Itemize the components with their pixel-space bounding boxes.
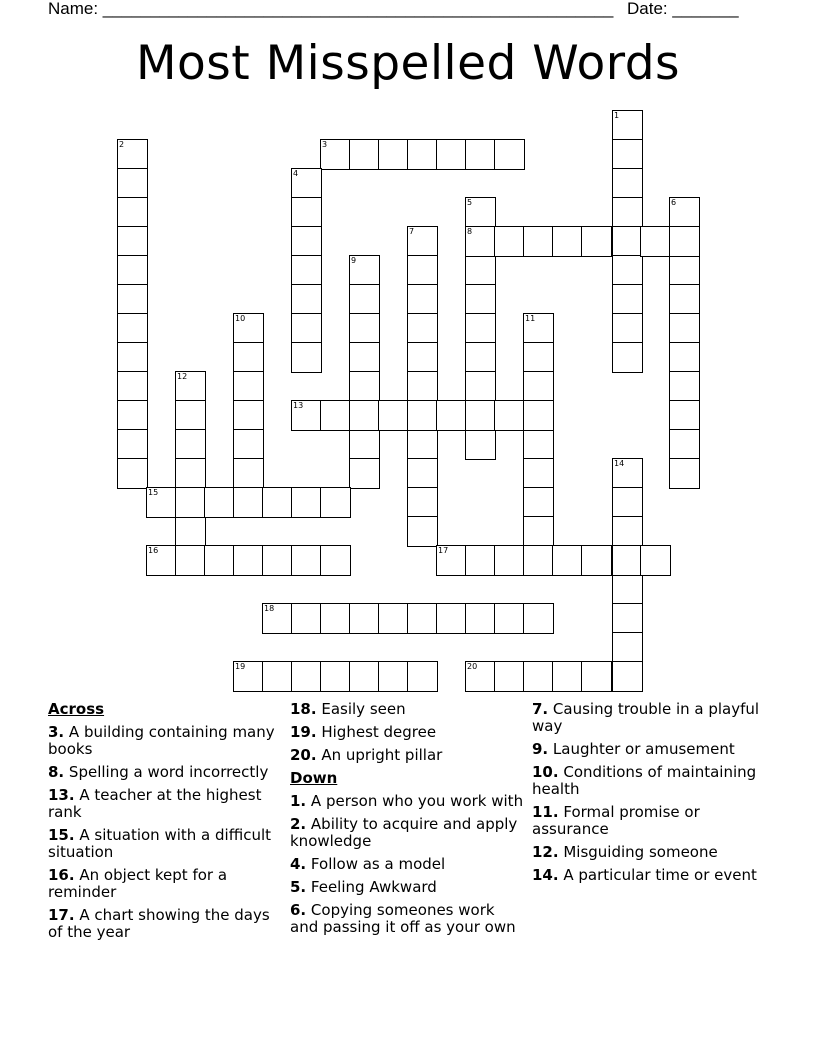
- grid-cell-4[interactable]: [291, 168, 322, 199]
- clue-number: 17.: [48, 906, 75, 924]
- grid-cell[interactable]: [669, 429, 700, 460]
- cell-number: 18: [264, 604, 275, 613]
- clue-number: 16.: [48, 866, 75, 884]
- grid-cell[interactable]: [407, 371, 438, 402]
- cell-number: 12: [177, 372, 188, 381]
- grid-cell-13[interactable]: [291, 400, 322, 431]
- clue-down-9: [532, 741, 772, 758]
- grid-cell[interactable]: [523, 371, 554, 402]
- clue-number: 3.: [48, 723, 65, 741]
- clue-down-1: [290, 793, 526, 810]
- grid-cell[interactable]: [320, 487, 351, 518]
- grid-cell[interactable]: [523, 545, 554, 576]
- clue-text: A particular time or event: [563, 866, 757, 884]
- grid-cell[interactable]: [233, 342, 264, 373]
- grid-cell[interactable]: [175, 545, 206, 576]
- grid-cell[interactable]: [407, 487, 438, 518]
- grid-cell[interactable]: [465, 603, 496, 634]
- grid-cell[interactable]: [320, 400, 351, 431]
- grid-cell-17[interactable]: [436, 545, 467, 576]
- clue-number: 10.: [532, 763, 559, 781]
- cell-number: 4: [293, 169, 299, 178]
- grid-cell[interactable]: [523, 400, 554, 431]
- grid-cell[interactable]: [262, 545, 293, 576]
- grid-cell[interactable]: [581, 226, 612, 257]
- grid-cell[interactable]: [669, 371, 700, 402]
- grid-cell[interactable]: [378, 603, 409, 634]
- grid-cell[interactable]: [291, 487, 322, 518]
- grid-cell[interactable]: [233, 400, 264, 431]
- clue-text: An object kept for a reminder: [48, 866, 228, 901]
- grid-cell[interactable]: [349, 342, 380, 373]
- grid-cell[interactable]: [612, 313, 643, 344]
- grid-cell-14[interactable]: [612, 458, 643, 489]
- grid-cell[interactable]: [465, 400, 496, 431]
- grid-cell[interactable]: [175, 458, 206, 489]
- clue-text: A situation with a difficult situation: [48, 826, 271, 861]
- grid-cell-16[interactable]: [146, 545, 177, 576]
- cell-number: 7: [409, 227, 415, 236]
- clue-number: 13.: [48, 786, 75, 804]
- cell-number: 16: [148, 546, 159, 555]
- grid-cell-7[interactable]: [407, 226, 438, 257]
- clue-across-16: [48, 867, 280, 901]
- grid-cell-12[interactable]: [175, 371, 206, 402]
- cell-number: 8: [467, 227, 473, 236]
- grid-cell[interactable]: [581, 661, 612, 692]
- grid-cell[interactable]: [204, 487, 235, 518]
- grid-cell[interactable]: [612, 168, 643, 199]
- clue-across-18: [290, 701, 526, 718]
- grid-cell[interactable]: [407, 400, 438, 431]
- across-heading: Across: [48, 700, 105, 718]
- grid-cell[interactable]: [117, 313, 148, 344]
- grid-cell[interactable]: [291, 284, 322, 315]
- grid-cell[interactable]: [494, 226, 525, 257]
- clue-down-12: [532, 844, 772, 861]
- clue-number: 18.: [290, 700, 317, 718]
- clue-number: 8.: [48, 763, 65, 781]
- grid-cell[interactable]: [612, 226, 643, 257]
- clue-number: 11.: [532, 803, 559, 821]
- cell-number: 13: [293, 401, 304, 410]
- clue-text: Copying someones work and passing it off as your own: [290, 901, 516, 936]
- clue-number: 19.: [290, 723, 317, 741]
- grid-cell[interactable]: [262, 661, 293, 692]
- grid-cell[interactable]: [407, 516, 438, 547]
- name-field-label: Name: ______________________________________________________: [48, 0, 614, 18]
- grid-cell[interactable]: [581, 545, 612, 576]
- grid-cell[interactable]: [349, 284, 380, 315]
- cell-number: 5: [467, 198, 473, 207]
- cell-number: 3: [322, 140, 328, 149]
- grid-cell[interactable]: [612, 603, 643, 634]
- grid-cell-6[interactable]: [669, 197, 700, 228]
- grid-cell[interactable]: [291, 603, 322, 634]
- grid-cell[interactable]: [117, 342, 148, 373]
- grid-cell[interactable]: [494, 400, 525, 431]
- grid-cell[interactable]: [465, 342, 496, 373]
- grid-cell[interactable]: [436, 139, 467, 170]
- clue-text: Conditions of maintaining health: [532, 763, 757, 798]
- clue-text: Feeling Awkward: [310, 878, 437, 896]
- grid-cell[interactable]: [378, 139, 409, 170]
- grid-cell[interactable]: [436, 603, 467, 634]
- grid-cell[interactable]: [349, 603, 380, 634]
- grid-cell[interactable]: [349, 371, 380, 402]
- grid-cell-10[interactable]: [233, 313, 264, 344]
- grid-cell-11[interactable]: [523, 313, 554, 344]
- grid-cell[interactable]: [117, 255, 148, 286]
- grid-cell[interactable]: [117, 197, 148, 228]
- grid-cell[interactable]: [349, 458, 380, 489]
- grid-cell[interactable]: [407, 342, 438, 373]
- grid-cell[interactable]: [494, 545, 525, 576]
- grid-cell-8[interactable]: [465, 226, 496, 257]
- grid-cell[interactable]: [465, 429, 496, 460]
- clue-number: 9.: [532, 740, 549, 758]
- clue-text: A building containing many books: [48, 723, 275, 758]
- grid-cell[interactable]: [349, 661, 380, 692]
- grid-cell[interactable]: [233, 429, 264, 460]
- grid-cell[interactable]: [612, 284, 643, 315]
- clue-number: 5.: [290, 878, 307, 896]
- clue-text: Spelling a word incorrectly: [68, 763, 269, 781]
- grid-cell[interactable]: [320, 545, 351, 576]
- clue-across-8: [48, 764, 280, 781]
- grid-cell[interactable]: [349, 429, 380, 460]
- grid-cell[interactable]: [233, 487, 264, 518]
- cell-number: 9: [351, 256, 357, 265]
- grid-cell[interactable]: [407, 284, 438, 315]
- cell-number: 2: [119, 140, 125, 149]
- grid-cell[interactable]: [291, 661, 322, 692]
- cell-number: 15: [148, 488, 159, 497]
- grid-cell[interactable]: [117, 371, 148, 402]
- date-field-label: Date: _______: [627, 0, 739, 18]
- grid-cell[interactable]: [523, 661, 554, 692]
- grid-cell[interactable]: [407, 603, 438, 634]
- grid-cell[interactable]: [233, 371, 264, 402]
- clue-text: Follow as a model: [310, 855, 446, 873]
- grid-cell[interactable]: [669, 313, 700, 344]
- clue-down-2: [290, 816, 526, 850]
- clue-down-11: [532, 804, 772, 838]
- grid-cell[interactable]: [233, 458, 264, 489]
- cell-number: 10: [235, 314, 246, 323]
- grid-cell[interactable]: [117, 429, 148, 460]
- grid-cell[interactable]: [117, 284, 148, 315]
- grid-cell[interactable]: [291, 197, 322, 228]
- grid-cell[interactable]: [407, 255, 438, 286]
- clue-column-3: [532, 701, 772, 890]
- grid-cell[interactable]: [291, 313, 322, 344]
- grid-cell[interactable]: [465, 284, 496, 315]
- grid-cell[interactable]: [523, 429, 554, 460]
- grid-cell[interactable]: [523, 226, 554, 257]
- grid-cell-5[interactable]: [465, 197, 496, 228]
- grid-cell[interactable]: [612, 255, 643, 286]
- cell-number: 14: [614, 459, 625, 468]
- grid-cell[interactable]: [465, 255, 496, 286]
- grid-cell[interactable]: [552, 661, 583, 692]
- grid-cell[interactable]: [612, 342, 643, 373]
- grid-cell[interactable]: [349, 313, 380, 344]
- grid-cell[interactable]: [494, 661, 525, 692]
- grid-cell[interactable]: [291, 226, 322, 257]
- grid-cell[interactable]: [640, 545, 671, 576]
- grid-cell[interactable]: [407, 429, 438, 460]
- clue-number: 12.: [532, 843, 559, 861]
- grid-cell[interactable]: [117, 458, 148, 489]
- down-heading: Down: [290, 769, 338, 787]
- clue-number: 4.: [290, 855, 307, 873]
- grid-cell[interactable]: [407, 139, 438, 170]
- grid-cell[interactable]: [669, 400, 700, 431]
- clue-text: A chart showing the days of the year: [48, 906, 270, 941]
- grid-cell[interactable]: [612, 661, 643, 692]
- grid-cell[interactable]: [612, 516, 643, 547]
- clue-down-4: [290, 856, 526, 873]
- grid-cell[interactable]: [523, 603, 554, 634]
- grid-cell[interactable]: [465, 139, 496, 170]
- clue-across-13: [48, 787, 280, 821]
- grid-cell-20[interactable]: [465, 661, 496, 692]
- cell-number: 17: [438, 546, 449, 555]
- clue-text: Easily seen: [321, 700, 406, 718]
- grid-cell[interactable]: [669, 226, 700, 257]
- grid-cell[interactable]: [320, 661, 351, 692]
- clue-column-2: [290, 701, 526, 942]
- clue-column-1: [48, 701, 280, 947]
- clue-number: 15.: [48, 826, 75, 844]
- grid-cell[interactable]: [175, 487, 206, 518]
- grid-cell[interactable]: [175, 429, 206, 460]
- grid-cell[interactable]: [407, 313, 438, 344]
- grid-cell[interactable]: [117, 400, 148, 431]
- grid-cell[interactable]: [262, 487, 293, 518]
- grid-cell[interactable]: [552, 226, 583, 257]
- grid-cell[interactable]: [494, 603, 525, 634]
- clue-text: Highest degree: [321, 723, 437, 741]
- clue-text: An upright pillar: [321, 746, 443, 764]
- grid-cell[interactable]: [612, 574, 643, 605]
- grid-cell[interactable]: [175, 400, 206, 431]
- cell-number: 6: [671, 198, 677, 207]
- grid-cell[interactable]: [465, 313, 496, 344]
- clue-down-14: [532, 867, 772, 884]
- grid-cell[interactable]: [407, 661, 438, 692]
- grid-cell[interactable]: [523, 458, 554, 489]
- grid-cell-2[interactable]: [117, 139, 148, 170]
- clue-across-20: [290, 747, 526, 764]
- clue-text: Misguiding someone: [563, 843, 718, 861]
- grid-cell[interactable]: [117, 168, 148, 199]
- clue-across-15: [48, 827, 280, 861]
- clue-number: 6.: [290, 901, 307, 919]
- grid-cell[interactable]: [494, 139, 525, 170]
- grid-cell[interactable]: [407, 458, 438, 489]
- grid-cell[interactable]: [640, 226, 671, 257]
- clue-across-17: [48, 907, 280, 941]
- grid-cell[interactable]: [612, 197, 643, 228]
- clue-down-5: [290, 879, 526, 896]
- clue-text: A person who you work with: [310, 792, 524, 810]
- grid-cell[interactable]: [669, 255, 700, 286]
- clue-number: 14.: [532, 866, 559, 884]
- grid-cell[interactable]: [523, 342, 554, 373]
- grid-cell[interactable]: [436, 400, 467, 431]
- cell-number: 1: [614, 111, 620, 120]
- grid-cell[interactable]: [669, 342, 700, 373]
- grid-cell[interactable]: [204, 545, 235, 576]
- clue-across-19: [290, 724, 526, 741]
- clue-text: A teacher at the highest rank: [48, 786, 262, 821]
- grid-cell[interactable]: [523, 516, 554, 547]
- cell-number: 19: [235, 662, 246, 671]
- clue-down-6: [290, 902, 526, 936]
- grid-cell[interactable]: [465, 371, 496, 402]
- grid-cell[interactable]: [612, 139, 643, 170]
- clue-text: Formal promise or assurance: [532, 803, 700, 838]
- grid-cell[interactable]: [117, 226, 148, 257]
- grid-cell[interactable]: [291, 342, 322, 373]
- grid-cell[interactable]: [378, 400, 409, 431]
- grid-cell[interactable]: [349, 139, 380, 170]
- grid-cell[interactable]: [465, 545, 496, 576]
- page-title: Most Misspelled Words: [135, 36, 681, 91]
- grid-cell[interactable]: [523, 487, 554, 518]
- grid-cell[interactable]: [233, 545, 264, 576]
- grid-cell[interactable]: [349, 400, 380, 431]
- clue-across-3: [48, 724, 280, 758]
- clue-text: Ability to acquire and apply knowledge: [290, 815, 518, 850]
- grid-cell[interactable]: [669, 284, 700, 315]
- grid-cell-19[interactable]: [233, 661, 264, 692]
- grid-cell[interactable]: [612, 487, 643, 518]
- grid-cell[interactable]: [612, 545, 643, 576]
- clue-number: 7.: [532, 700, 549, 718]
- grid-cell[interactable]: [291, 255, 322, 286]
- clue-down-7: [532, 701, 772, 735]
- clue-number: 2.: [290, 815, 307, 833]
- grid-cell[interactable]: [175, 516, 206, 547]
- clue-down-10: [532, 764, 772, 798]
- grid-cell-1[interactable]: [612, 110, 643, 141]
- clue-number: 20.: [290, 746, 317, 764]
- grid-cell[interactable]: [612, 632, 643, 663]
- grid-cell-9[interactable]: [349, 255, 380, 286]
- cell-number: 11: [525, 314, 536, 323]
- grid-cell[interactable]: [320, 603, 351, 634]
- clue-text: Laughter or amusement: [552, 740, 735, 758]
- grid-cell[interactable]: [291, 545, 322, 576]
- grid-cell[interactable]: [378, 661, 409, 692]
- grid-cell[interactable]: [552, 545, 583, 576]
- clue-text: Causing trouble in a playful way: [532, 700, 760, 735]
- grid-cell-15[interactable]: [146, 487, 177, 518]
- cell-number: 20: [467, 662, 478, 671]
- clue-number: 1.: [290, 792, 307, 810]
- grid-cell-3[interactable]: [320, 139, 351, 170]
- grid-cell[interactable]: [669, 458, 700, 489]
- grid-cell-18[interactable]: [262, 603, 293, 634]
